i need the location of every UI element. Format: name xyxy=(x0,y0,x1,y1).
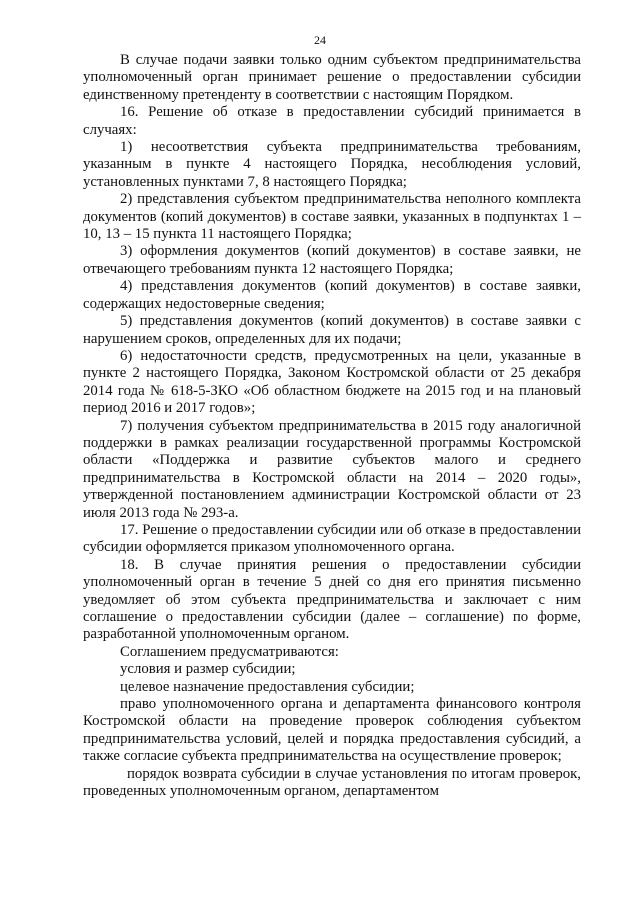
agreement-provisions-heading: Соглашением предусматриваются: xyxy=(120,643,339,660)
paragraph-18-agreement: 18. В случае принятия решения о предоставлении субсидии уполномоченный орган в течение 5 дней со дня его принятия письменно уведомляет об этом субъекта предпринимательства и заключает с ним соглашение о предоставлении субсидии (далее – соглашение) по форме, разработанной уполномоченным органом. xyxy=(83,556,581,643)
agreement-provision-inspections: право уполномоченного органа и департамента финансового контроля Костромской области на проведение проверок соблюдения субъектом предпринимательства условий, целей и порядка предоставления субсидий, а также согласие субъекта предпринимательства на осуществление проверок; xyxy=(83,696,581,765)
list-item-16-3: 3) оформления документов (копий документов) в составе заявки, не отвечающего требованиям пункта 12 настоящего Порядка; xyxy=(83,243,581,277)
paragraph-16-refusal-cases: 16. Решение об отказе в предоставлении субсидий принимается в случаях: xyxy=(83,104,581,138)
agreement-provision-conditions: условия и размер субсидии; xyxy=(120,661,296,678)
list-item-16-4: 4) представления документов (копий документов) в составе заявки, содержащих недостоверные сведения; xyxy=(83,278,581,312)
list-item-16-2: 2) представления субъектом предпринимательства неполного комплекта документов (копий документов) в составе заявки, указанных в подпунктах 1 – 10, 13 – 15 пункта 11 настоящего Порядка; xyxy=(83,191,581,243)
paragraph-17-decision-order: 17. Решение о предоставлении субсидии или об отказе в предоставлении субсидии оформляется приказом уполномоченного органа. xyxy=(83,521,581,556)
list-item-16-7: 7) получения субъектом предпринимательства в 2015 году аналогичной поддержки в рамках реализации государственной программы Костромской области «Поддержка и развитие субъектов малого и среднего предпринимательства в Костромской области на 2014 – 2020 годы», утвержденной постановлением администрации Костромской области от 23 июля 2013 года № 293-а. xyxy=(83,417,581,521)
list-item-16-5: 5) представления документов (копий документов) в составе заявки с нарушением сроков, определенных для их подачи; xyxy=(83,313,581,347)
paragraph-single-applicant: В случае подачи заявки только одним субъектом предпринимательства уполномоченный орган принимает решение о предоставлении субсидии единственному претенденту в соответствии с настоящим Порядком. xyxy=(83,52,581,103)
list-item-16-6: 6) недостаточности средств, предусмотренных на цели, указанные в пункте 2 настоящего Порядка, Законом Костромской области от 25 декабря 2014 года № 618-5-ЗКО «Об областном бюджете на 2015 год и на плановый период 2016 и 2017 годов»; xyxy=(83,347,581,417)
agreement-provision-refund: порядок возврата субсидии в случае установления по итогам проверок, проведенных уполномоченным органом, департаментом xyxy=(83,765,581,800)
list-item-16-1: 1) несоответствия субъекта предпринимательства требованиям, указанным в пункте 4 настоящего Порядка, несоблюдения условий, установленных пунктами 7, 8 настоящего Порядка; xyxy=(83,139,581,190)
document-body xyxy=(83,52,581,800)
agreement-provision-purpose: целевое назначение предоставления субсидии; xyxy=(120,678,415,695)
page-number: 24 xyxy=(314,33,326,47)
